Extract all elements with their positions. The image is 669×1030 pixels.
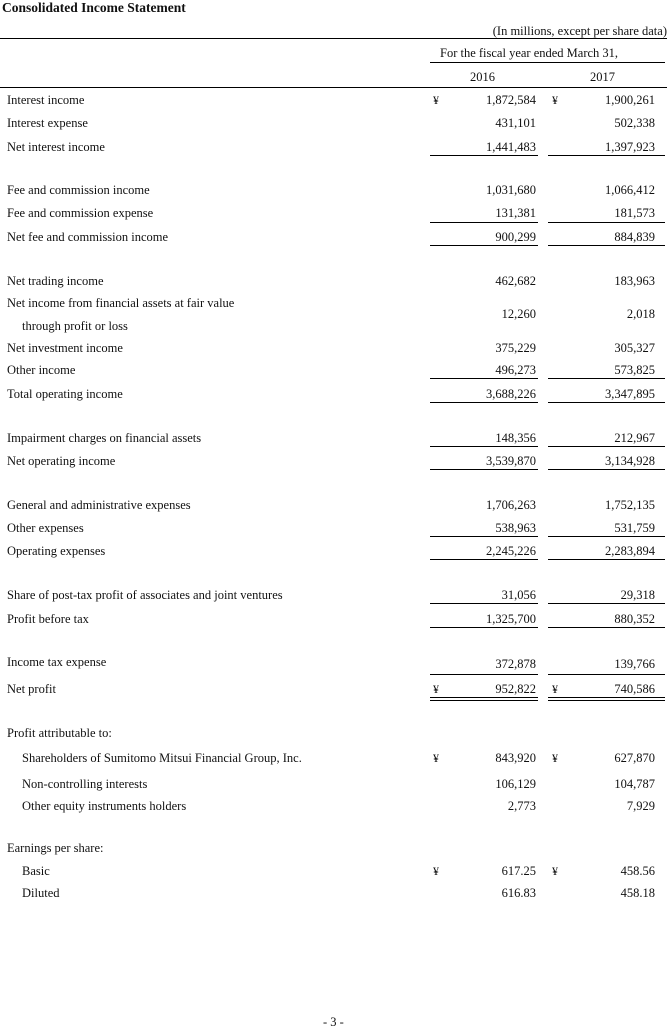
table-row <box>0 206 669 226</box>
period-header: For the fiscal year ended March 31, <box>440 46 619 60</box>
row-label: Net profit <box>7 682 56 696</box>
row-label: General and administrative expenses <box>7 498 191 512</box>
table-row <box>0 387 669 407</box>
value-2017: 3,347,895 <box>605 387 655 401</box>
table-row <box>0 431 669 451</box>
value-2017: 3,134,928 <box>605 454 655 468</box>
value-2016: 375,229 <box>495 341 536 355</box>
value-2017: 181,573 <box>614 206 655 220</box>
underline-rule <box>430 674 538 675</box>
table-row <box>0 274 669 294</box>
row-label: Fee and commission income <box>7 183 150 197</box>
row-label: Earnings per share: <box>7 841 104 855</box>
top-rule <box>0 38 667 39</box>
year-header-2017: 2017 <box>590 70 615 84</box>
underline-rule <box>430 402 538 403</box>
value-2016: 1,441,483 <box>486 140 536 154</box>
underline-rule <box>430 245 538 246</box>
underline-rule <box>548 469 665 470</box>
row-label: Net interest income <box>7 140 105 154</box>
underline-rule <box>548 378 665 379</box>
row-label: Profit before tax <box>7 612 89 626</box>
value-2017: 573,825 <box>614 363 655 377</box>
table-row <box>0 230 669 250</box>
table-row <box>0 341 669 361</box>
underline-rule <box>430 536 538 537</box>
underline-rule <box>548 674 665 675</box>
underline-rule <box>548 559 665 560</box>
value-2017: 502,338 <box>614 116 655 130</box>
underline-rule <box>548 402 665 403</box>
value-2017: 1,752,135 <box>605 498 655 512</box>
table-row <box>0 454 669 474</box>
row-label: Interest expense <box>7 116 88 130</box>
underline-rule <box>548 603 665 604</box>
value-2017: 183,963 <box>614 274 655 288</box>
yen-symbol: ¥ <box>552 682 558 696</box>
page-number: - 3 - <box>323 1015 344 1029</box>
value-2017: 212,967 <box>614 431 655 445</box>
value-2017: 2,283,894 <box>605 544 655 558</box>
row-label: Net investment income <box>7 341 123 355</box>
row-label: Non-controlling interests <box>22 777 148 791</box>
underline-rule <box>430 697 538 698</box>
value-2016: 538,963 <box>495 521 536 535</box>
units-note: (In millions, except per share data) <box>492 24 667 38</box>
table-row <box>0 588 669 608</box>
table-row <box>0 799 669 819</box>
table-row <box>0 682 669 702</box>
table-row <box>0 116 669 136</box>
value-2016: 31,056 <box>501 588 536 602</box>
value-2017: 880,352 <box>614 612 655 626</box>
value-2016: 1,325,700 <box>486 612 536 626</box>
value-2016: 900,299 <box>495 230 536 244</box>
underline-rule <box>430 700 538 701</box>
underline-rule <box>548 245 665 246</box>
value-2017: 305,327 <box>614 341 655 355</box>
underline-rule <box>430 469 538 470</box>
table-row <box>0 655 669 675</box>
table-row <box>0 886 669 906</box>
underline-rule <box>430 559 538 560</box>
row-label: Basic <box>22 864 50 878</box>
value-2016: 148,356 <box>495 431 536 445</box>
page-title: Consolidated Income Statement <box>2 0 186 15</box>
row-label: Share of post-tax profit of associates and joint ventures <box>7 588 283 602</box>
header-rule <box>430 62 665 63</box>
value-2016: 372,878 <box>495 657 536 671</box>
value-2017: 104,787 <box>614 777 655 791</box>
row-label: Shareholders of Sumitomo Mitsui Financial Group, Inc. <box>22 751 302 765</box>
value-2016: 1,031,680 <box>486 183 536 197</box>
value-2017: 1,397,923 <box>605 140 655 154</box>
table-row <box>0 777 669 797</box>
value-2016: 843,920 <box>495 751 536 765</box>
value-2016: 1,872,584 <box>486 93 536 107</box>
row-label-continuation: through profit or loss <box>22 319 128 333</box>
yen-symbol: ¥ <box>433 682 439 696</box>
value-2017: 627,870 <box>614 751 655 765</box>
row-label: Other income <box>7 363 76 377</box>
value-2017: 458.18 <box>620 886 655 900</box>
header-bottom-rule <box>0 87 667 88</box>
table-row <box>0 612 669 632</box>
value-2016: 616.83 <box>501 886 536 900</box>
underline-rule <box>548 627 665 628</box>
table-row <box>0 521 669 541</box>
value-2016: 1,706,263 <box>486 498 536 512</box>
row-label: Diluted <box>22 886 60 900</box>
value-2016: 2,773 <box>507 799 536 813</box>
underline-rule <box>548 700 665 701</box>
year-header-2016: 2016 <box>470 70 495 84</box>
value-2017: 1,900,261 <box>605 93 655 107</box>
underline-rule <box>430 603 538 604</box>
underline-rule <box>548 222 665 223</box>
value-2016: 431,101 <box>495 116 536 130</box>
value-2016: 3,688,226 <box>486 387 536 401</box>
value-2017: 2,018 <box>626 307 655 321</box>
row-label: Net income from financial assets at fair value <box>7 296 235 310</box>
row-label: Interest income <box>7 93 85 107</box>
row-label: Total operating income <box>7 387 123 401</box>
value-2016: 617.25 <box>501 864 536 878</box>
yen-symbol: ¥ <box>552 864 558 878</box>
table-row <box>0 140 669 160</box>
value-2016: 496,273 <box>495 363 536 377</box>
value-2016: 106,129 <box>495 777 536 791</box>
table-row <box>0 296 669 333</box>
underline-rule <box>430 446 538 447</box>
underline-rule <box>430 222 538 223</box>
underline-rule <box>548 155 665 156</box>
table-row <box>0 93 669 113</box>
table-row <box>0 864 669 884</box>
underline-rule <box>430 378 538 379</box>
row-label: Impairment charges on financial assets <box>7 431 202 445</box>
value-2016: 12,260 <box>501 307 536 321</box>
value-2016: 952,822 <box>495 682 536 696</box>
table-row <box>0 544 669 564</box>
underline-rule <box>548 697 665 698</box>
yen-symbol: ¥ <box>552 93 558 107</box>
row-label: Operating expenses <box>7 544 106 558</box>
underline-rule <box>548 446 665 447</box>
row-label: Other equity instruments holders <box>22 799 187 813</box>
value-2016: 131,381 <box>495 206 536 220</box>
row-label: Profit attributable to: <box>7 726 112 740</box>
value-2017: 458.56 <box>620 864 655 878</box>
value-2017: 1,066,412 <box>605 183 655 197</box>
underline-rule <box>430 155 538 156</box>
value-2017: 139,766 <box>614 657 655 671</box>
table-row <box>0 841 669 861</box>
table-row <box>0 498 669 518</box>
yen-symbol: ¥ <box>433 93 439 107</box>
value-2017: 29,318 <box>620 588 655 602</box>
table-row <box>0 363 669 383</box>
row-label: Net trading income <box>7 274 104 288</box>
value-2016: 3,539,870 <box>486 454 536 468</box>
row-label: Income tax expense <box>7 655 107 669</box>
table-row <box>0 183 669 203</box>
value-2017: 531,759 <box>614 521 655 535</box>
table-row <box>0 751 669 771</box>
yen-symbol: ¥ <box>433 864 439 878</box>
value-2016: 462,682 <box>495 274 536 288</box>
row-label: Other expenses <box>7 521 84 535</box>
row-label: Fee and commission expense <box>7 206 154 220</box>
yen-symbol: ¥ <box>552 751 558 765</box>
yen-symbol: ¥ <box>433 751 439 765</box>
table-row <box>0 726 669 746</box>
row-label: Net fee and commission income <box>7 230 169 244</box>
value-2016: 2,245,226 <box>486 544 536 558</box>
underline-rule <box>430 627 538 628</box>
row-label: Net operating income <box>7 454 116 468</box>
value-2017: 740,586 <box>614 682 655 696</box>
value-2017: 884,839 <box>614 230 655 244</box>
underline-rule <box>548 536 665 537</box>
value-2017: 7,929 <box>626 799 655 813</box>
